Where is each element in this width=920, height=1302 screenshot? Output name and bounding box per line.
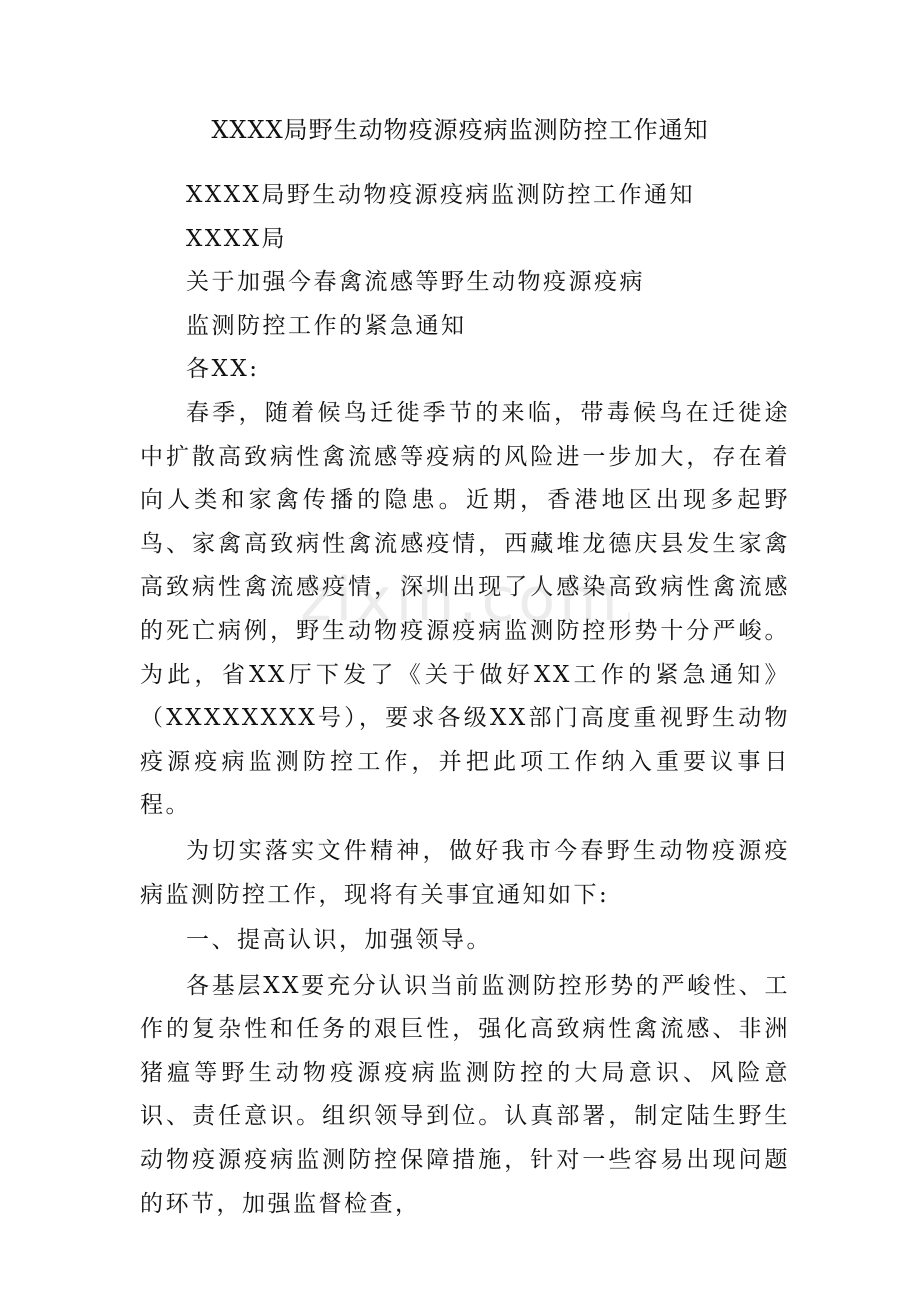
paragraph-notice-title-line1: 关于加强今春禽流感等野生动物疫源疫病 [186,269,645,296]
paragraph-salutation: 各XX: [186,356,260,383]
paragraph-section-one-body: 各基层XX要充分认识当前监测防控形势的严峻性、工作的复杂性和任务的艰巨性，强化高致病性禽流感、非洲猪瘟等野生动物疫源疫病监测防控的大局意识、风险意识、责任意识。组织领导到位。认真部署，制定陆生野生动物疫源疫病监测防控保障措施，针对一些容易出现问题的环节，加强监督检查， [140,972,790,1217]
paragraph-background: 春季，随着候鸟迁徙季节的来临，带毒候鸟在迁徙途中扩散高致病性禽流感等疫病的风险进一步加大，存在着向人类和家禽传播的隐患。近期，香港地区出现多起野鸟、家禽高致病性禽流感疫情，西藏堆龙德庆县发生家禽高致病性禽流感疫情，深圳出现了人感染高致病性禽流感的死亡病例，野生动物疫源疫病监测防控形势十分严峻。为此，省XX厅下发了《关于做好XX工作的紧急通知》（XXXXXXXX号），要求各级XX部门高度重视野生动物疫源疫病监测防控工作，并把此项工作纳入重要议事日程。 [140,399,790,819]
paragraph-notice-title-line2: 监测防控工作的紧急通知 [186,312,467,339]
svg-text:zixin.com.cn: zixin.com [300,565,622,635]
paragraph-section-one: 一、提高认识，加强领导。 [186,927,492,954]
paragraph-heading: XXXX局野生动物疫源疫病监测防控工作通知 [186,182,695,208]
paragraph-issuer: XXXX局 [186,225,287,252]
document-body [140,174,790,1226]
document-title: XXXX局野生动物疫源疫病监测防控工作通知 [211,116,709,144]
paragraph-purpose: 为切实落实文件精神，做好我市今春野生动物疫源疫病监测防控工作，现将有关事宜通知如下: [140,837,790,908]
